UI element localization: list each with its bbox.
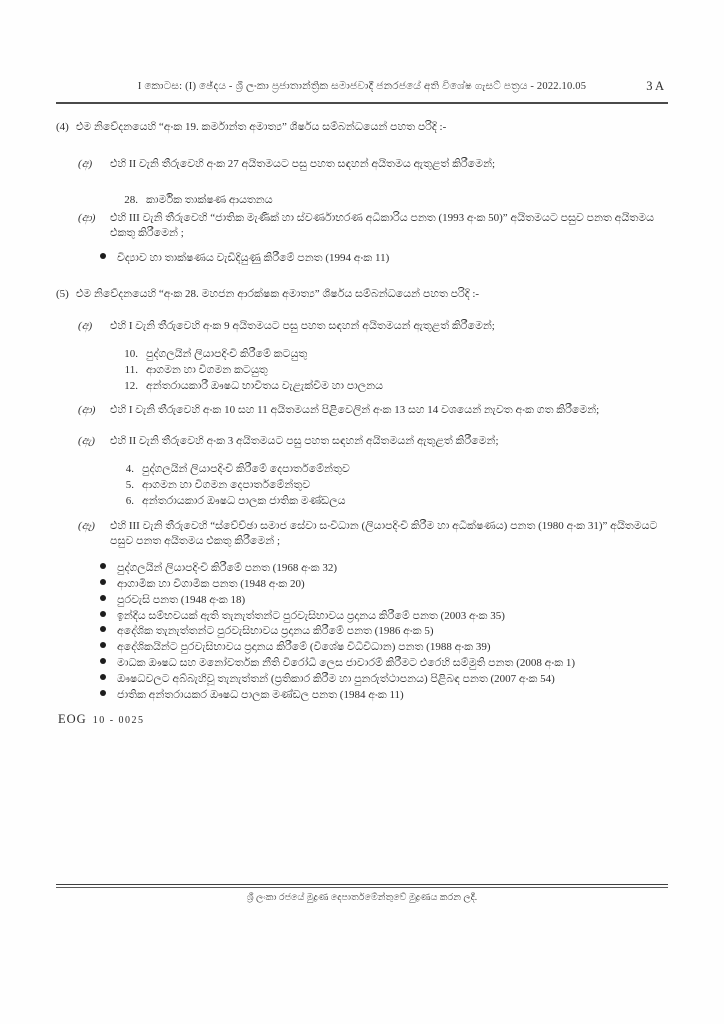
- bullet-icon: [100, 595, 106, 601]
- page-header: [56, 80, 668, 94]
- bullet-text: ජාතික අන්තරායකර ඖෂධ පාලක මණ්ඩල පනත (1984 අංක 11): [117, 688, 404, 701]
- bullet-text: ඖෂධවලට අබ්බැහිවූ තැනැත්තන් (ප්‍රතිකාර කිරීම හා පුනරුත්ථාපනය) පිළිබඳ පනත (2007 අංක 54): [117, 672, 555, 685]
- section-4a-items: [120, 192, 668, 208]
- subsection-text: එහි II වැනි තීරුවෙහි අංක 3 අයිතමයට පසු පහත සඳහන් අයිතමයන් ඇතුළත් කිරීමෙන්;: [110, 434, 499, 447]
- numbered-item: [120, 362, 668, 378]
- bullet-text: විද්‍යාව හා තාක්ෂණය වැඩිදියුණු කිරීමේ පනත (1994 අංක 11): [117, 252, 390, 265]
- bullet-item: [100, 624, 668, 640]
- bullet-icon: [100, 674, 106, 680]
- bullet-text: පුද්ගලයින් ලියාපදිංචි කිරීමේ පනත (1968 අංක 32): [117, 562, 337, 575]
- subsection-4a: [78, 157, 668, 172]
- item-text: පුද්ගලයින් ලියාපදිංචි කිරීමේ දෙපාර්තමේන්තුව: [142, 462, 350, 475]
- item-text: ආගමන හා විගමන දෙපාර්තමේන්තුව: [142, 478, 311, 491]
- item-text: කාර්මික තාක්ෂණ ආයතනය: [146, 194, 273, 206]
- section-5c-items: [116, 461, 668, 510]
- gazette-code: [58, 712, 668, 728]
- bullet-icon: [100, 690, 106, 696]
- numbered-item: [120, 192, 668, 208]
- bullet-text: අදේශික තැනැත්තන්ට පුරවැසිභාවය ප්‍රදානය කිරීමේ පනත (1986 අංක 5): [117, 625, 434, 638]
- footer-rule: [56, 884, 668, 888]
- bullet-item: [100, 609, 668, 625]
- item-text: අන්තරායකාර ඖෂධ පාලක ජාතික මණ්ඩලය: [142, 495, 346, 508]
- numbered-item: [116, 461, 668, 477]
- item-number: 11.: [124, 364, 138, 377]
- bullet-text: මාධක ඖෂධ සහ මනෝවර්තක නීති විරෝධී ලෙස ජාවාරම් කිරීමට එරෙහි සම්මුති පනත (2008 අංක 1): [117, 657, 576, 669]
- section-intro-text: එම නිවේදනයෙහි “අංක 28. මහජන ආරක්ෂක අමාත්‍ය” ශීර්ෂය සම්බන්ධයෙන් පහත පරිදි :-: [75, 288, 480, 300]
- item-number: 4.: [125, 462, 134, 475]
- subsection-text: එහි III වැනි තීරුවෙහි “ජාතික මැණික් හා ස්වර්ණාභරණ අධිකාරිය පනත (1993 අංක 50)” අයිතමයට පසුව පනත අයිතමය එකතු කිරීමෙන් ;: [110, 212, 655, 240]
- bullet-icon: [100, 563, 106, 569]
- numbered-item: [116, 493, 668, 509]
- subsection-text: එහි I වැනි තීරුවෙහි අංක 9 අයිතමයට පසු පහත සඳහන් අයිතමයන් ඇතුළත් කිරීමෙන්;: [110, 320, 495, 332]
- bullet-item: [100, 656, 668, 672]
- subsection-marker: (ඈ): [78, 520, 95, 533]
- bullet-item: [100, 640, 668, 656]
- page-footer: [56, 884, 668, 905]
- numbered-item: [120, 346, 668, 362]
- item-text: ආගමන හා විගමන කටයුතු: [146, 364, 268, 377]
- bullet-item: [100, 251, 668, 267]
- item-number: 5.: [125, 478, 134, 491]
- item-number: 10.: [124, 348, 138, 360]
- bullet-item: [100, 593, 668, 609]
- bullet-icon: [100, 611, 106, 617]
- item-number: 6.: [125, 495, 134, 508]
- numbered-item: [120, 378, 668, 394]
- bullet-item: [100, 577, 668, 593]
- bullet-icon: [100, 626, 106, 632]
- bullet-text: පුරවැසි පනත (1948 අංක 18): [117, 593, 246, 606]
- subsection-4b: [78, 211, 668, 241]
- item-text: පුද්ගලයින් ලියාපදිංචි කිරීමේ කටයුතු: [146, 348, 308, 360]
- bullet-text: අදේශිකයින්ට පුරවැසිභාවය ප්‍රදානය කිරීමේ (විශේෂ විධිවිධාන) පනත (1988 අංක 39): [117, 641, 491, 654]
- subsection-text: එහි III වැනි තීරුවෙහි “ස්වේච්ඡා සමාජ සේවා සංවිධාන (ලියාපදිංචි කිරීම හා අධීක්ෂණය) පනත (1980 අංක 31)” අයිතමයට පසුව පනත අයිතමය එකතු කිරීමෙන් ;: [110, 520, 658, 548]
- subsection-5b: [78, 403, 668, 418]
- imprint-text: ශ්‍රී ලංකා රජයේ මුද්‍රණ දෙපාර්තමේන්තුවේ මුද්‍රණය කරන ලදී.: [246, 893, 478, 903]
- section-5-intro-row: [56, 287, 668, 302]
- subsection-marker: (අ): [78, 158, 93, 170]
- bullet-item: [100, 561, 668, 577]
- section-intro-text: එම නිවේදනයෙහි “අංක 19. කර්මාන්ත අමාත්‍ය” ශීර්ෂය සම්බන්ධයෙන් පහත පරිදි :-: [75, 121, 447, 133]
- gazette-code-number: 10 - 0025: [92, 715, 145, 727]
- gazette-code-prefix: EOG: [58, 712, 87, 727]
- bullet-item: [100, 672, 668, 688]
- section-5d-bullets: [100, 561, 668, 703]
- bullet-icon: [100, 579, 106, 585]
- subsection-5a: [78, 319, 668, 334]
- subsection-marker: (ආ): [78, 212, 96, 225]
- bullet-text: ආගාමික හා විගාමික පනත (1948 අංක 20): [117, 578, 305, 591]
- section-4-intro-row: [56, 120, 668, 135]
- subsection-5d: [78, 519, 668, 549]
- bullet-icon: [100, 642, 106, 648]
- subsection-marker: (ආ): [78, 403, 96, 416]
- bullet-item: [100, 688, 668, 704]
- subsection-5c: [78, 434, 668, 449]
- section-5a-items: [120, 346, 668, 395]
- subsection-text: එහි II වැනි තීරුවෙහි අංක 27 අයිතමයට පසු පහත සඳහන් අයිතමය ඇතුළත් කිරීමෙන්;: [110, 158, 496, 170]
- bullet-icon: [100, 658, 106, 664]
- section-label: (4): [56, 121, 69, 133]
- item-text: අන්තරායකාරී ඖෂධ භාවිතය වැළැක්වීම හා පාලනය: [146, 380, 384, 393]
- subsection-text: එහි I වැනි තීරුවෙහි අංක 10 සහ 11 අයිතමයන් පිළිවෙලින් අංක 13 සහ 14 වශයෙන් නැවත අංක ගත කිරීමෙන්;: [110, 403, 600, 416]
- item-number: 28.: [124, 194, 138, 206]
- numbered-item: [116, 477, 668, 493]
- bullet-text: ඉන්දීය සම්භවයක් ඇති තැනැත්තන්ට පුරවැසිභාවය ප්‍රදානය කිරීමේ පනත (2003 අංක 35): [117, 609, 505, 622]
- gazette-header-title: I කොටස: (I) ඡේදය - ශ්‍රී ලංකා ප්‍රජාතාන්ත්‍රික සමාජවාදී ජනරජයේ අති විශේෂ ගැසට් පත්‍රය - 2022.10.05: [137, 81, 587, 92]
- item-number: 12.: [124, 380, 138, 393]
- page-number: 3 A: [646, 79, 664, 93]
- bullet-icon: [100, 253, 106, 259]
- subsection-marker: (අ): [78, 320, 93, 332]
- section-label: (5): [56, 288, 69, 300]
- subsection-marker: (ඇ): [78, 434, 95, 447]
- header-rule: [56, 102, 668, 104]
- section-4b-bullets: [100, 251, 668, 267]
